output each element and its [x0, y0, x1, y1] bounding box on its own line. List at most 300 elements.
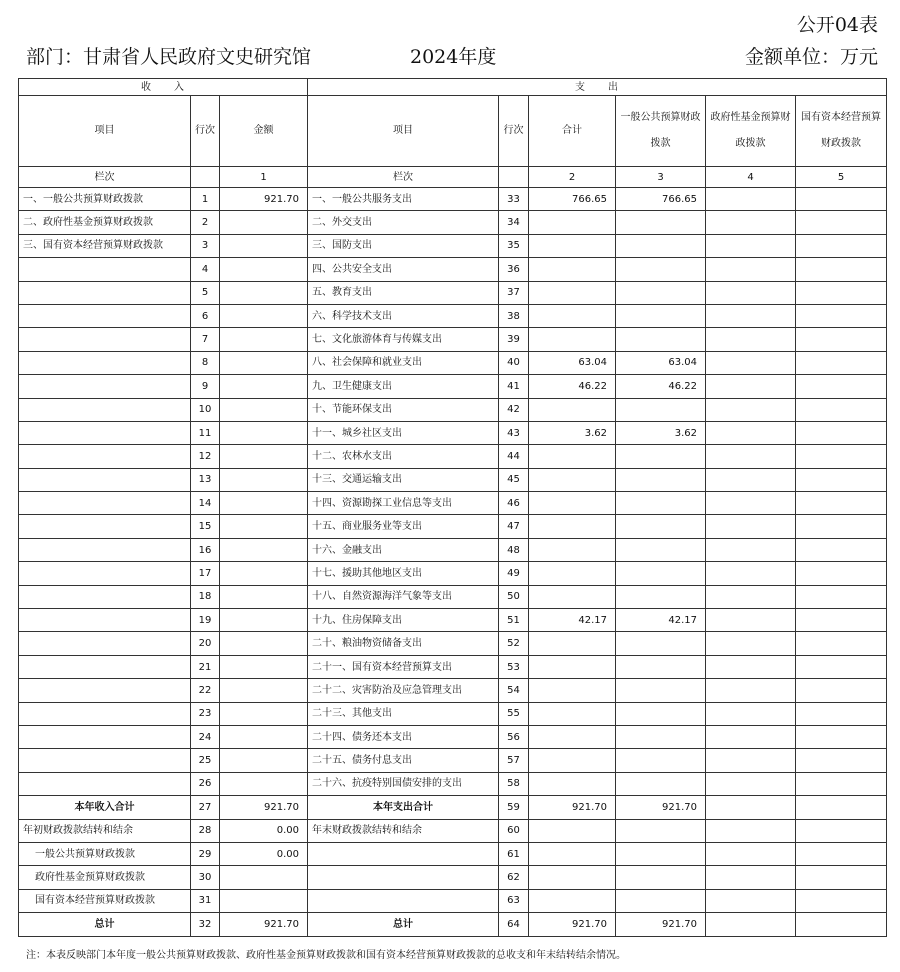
state-capital-cell	[796, 842, 887, 865]
income-amount-cell	[220, 234, 308, 257]
section-header-row	[19, 79, 887, 96]
general-budget-cell	[616, 889, 706, 912]
expense-index-2: 2	[529, 167, 616, 188]
state-capital-cell	[796, 725, 887, 748]
income-item-cell: 三、国有资本经营预算财政拨款	[19, 234, 191, 257]
gov-fund-cell	[706, 866, 796, 889]
income-item-cell	[19, 609, 191, 632]
expense-total-cell	[529, 842, 616, 865]
column-index-row	[19, 167, 887, 188]
expense-line-cell: 34	[499, 211, 529, 234]
state-capital-cell	[796, 492, 887, 515]
income-item-cell: 本年收入合计	[19, 796, 191, 819]
table-row	[19, 655, 887, 678]
expense-line-cell: 33	[499, 188, 529, 211]
gov-fund-cell	[706, 772, 796, 795]
income-amount-cell	[220, 772, 308, 795]
income-amount-cell	[220, 725, 308, 748]
income-line-cell: 28	[191, 819, 220, 842]
general-budget-cell	[616, 538, 706, 561]
general-budget-cell: 921.70	[616, 796, 706, 819]
expense-item-cell: 六、科学技术支出	[308, 304, 499, 327]
expense-total-header: 合计	[529, 96, 616, 167]
table-row	[19, 234, 887, 257]
income-line-cell: 12	[191, 445, 220, 468]
income-line-cell: 29	[191, 842, 220, 865]
general-budget-cell: 921.70	[616, 913, 706, 936]
income-amount-cell: 0.00	[220, 842, 308, 865]
income-line-cell: 11	[191, 421, 220, 444]
table-row	[19, 351, 887, 374]
expense-line-cell: 55	[499, 702, 529, 725]
expense-item-cell: 二、外交支出	[308, 211, 499, 234]
gov-fund-cell	[706, 702, 796, 725]
income-amount-cell: 0.00	[220, 819, 308, 842]
expense-item-cell: 五、教育支出	[308, 281, 499, 304]
table-row	[19, 375, 887, 398]
gov-fund-cell	[706, 258, 796, 281]
income-line-cell: 5	[191, 281, 220, 304]
state-capital-cell	[796, 421, 887, 444]
state-capital-cell	[796, 679, 887, 702]
gov-fund-cell	[706, 234, 796, 257]
expense-line-cell: 42	[499, 398, 529, 421]
fiscal-year: 2024年度	[410, 46, 497, 68]
income-item-cell	[19, 562, 191, 585]
table-row	[19, 913, 887, 936]
income-line-cell: 10	[191, 398, 220, 421]
table-row	[19, 304, 887, 327]
expense-item-cell: 年末财政拨款结转和结余	[308, 819, 499, 842]
income-item-cell	[19, 515, 191, 538]
income-item-cell	[19, 421, 191, 444]
gov-fund-cell	[706, 492, 796, 515]
expense-total-cell	[529, 538, 616, 561]
income-item-cell	[19, 328, 191, 351]
gov-fund-cell	[706, 725, 796, 748]
state-capital-cell	[796, 351, 887, 374]
expense-item-cell: 二十四、债务还本支出	[308, 725, 499, 748]
gov-fund-header: 政府性基金预算财政拨款	[706, 96, 796, 167]
expense-item-cell: 十一、城乡社区支出	[308, 421, 499, 444]
expense-item-cell: 八、社会保障和就业支出	[308, 351, 499, 374]
expense-total-cell: 46.22	[529, 375, 616, 398]
state-capital-cell	[796, 281, 887, 304]
table-row	[19, 702, 887, 725]
state-capital-cell	[796, 796, 887, 819]
income-item-cell	[19, 445, 191, 468]
income-line-cell: 4	[191, 258, 220, 281]
income-item-cell: 国有资本经营预算财政拨款	[19, 889, 191, 912]
expense-line-cell: 37	[499, 281, 529, 304]
table-row	[19, 609, 887, 632]
gov-fund-cell	[706, 328, 796, 351]
general-budget-header: 一般公共预算财政拨款	[616, 96, 706, 167]
expense-total-cell	[529, 725, 616, 748]
income-line-cell: 17	[191, 562, 220, 585]
income-amount-cell	[220, 445, 308, 468]
income-amount-cell	[220, 515, 308, 538]
income-line-cell: 15	[191, 515, 220, 538]
expense-item-cell: 一、一般公共服务支出	[308, 188, 499, 211]
state-capital-cell	[796, 538, 887, 561]
general-budget-cell	[616, 234, 706, 257]
expense-item-cell: 三、国防支出	[308, 234, 499, 257]
table-row	[19, 585, 887, 608]
income-amount-header: 金额	[220, 96, 308, 167]
general-budget-cell	[616, 725, 706, 748]
state-capital-cell	[796, 562, 887, 585]
income-amount-cell	[220, 538, 308, 561]
gov-fund-cell	[706, 538, 796, 561]
income-amount-cell: 921.70	[220, 796, 308, 819]
gov-fund-cell	[706, 211, 796, 234]
income-line-cell: 8	[191, 351, 220, 374]
income-item-header: 项目	[19, 96, 191, 167]
expense-index-label: 栏次	[308, 167, 499, 188]
expense-total-cell	[529, 515, 616, 538]
state-capital-cell	[796, 304, 887, 327]
income-amount-cell	[220, 468, 308, 491]
expense-total-cell	[529, 562, 616, 585]
income-line-cell: 3	[191, 234, 220, 257]
table-row	[19, 679, 887, 702]
expense-line-cell: 54	[499, 679, 529, 702]
expense-total-cell	[529, 234, 616, 257]
expense-item-cell: 本年支出合计	[308, 796, 499, 819]
expense-total-cell	[529, 304, 616, 327]
gov-fund-cell	[706, 749, 796, 772]
income-amount-cell	[220, 211, 308, 234]
expense-line-cell: 43	[499, 421, 529, 444]
income-item-cell	[19, 398, 191, 421]
general-budget-cell: 3.62	[616, 421, 706, 444]
income-item-cell: 二、政府性基金预算财政拨款	[19, 211, 191, 234]
income-line-cell: 25	[191, 749, 220, 772]
income-line-cell: 7	[191, 328, 220, 351]
expense-line-cell: 41	[499, 375, 529, 398]
income-line-cell: 23	[191, 702, 220, 725]
income-amount-cell	[220, 281, 308, 304]
state-capital-cell	[796, 445, 887, 468]
state-capital-cell	[796, 468, 887, 491]
income-line-cell: 27	[191, 796, 220, 819]
income-line-cell: 1	[191, 188, 220, 211]
income-line-cell: 32	[191, 913, 220, 936]
general-budget-cell	[616, 562, 706, 585]
expense-line-cell: 35	[499, 234, 529, 257]
table-row	[19, 772, 887, 795]
table-row	[19, 725, 887, 748]
state-capital-cell	[796, 211, 887, 234]
expense-item-cell: 九、卫生健康支出	[308, 375, 499, 398]
expense-index-blank	[499, 167, 529, 188]
income-line-cell: 19	[191, 609, 220, 632]
expense-total-cell	[529, 772, 616, 795]
gov-fund-cell	[706, 304, 796, 327]
income-line-cell: 30	[191, 866, 220, 889]
expense-item-cell: 二十三、其他支出	[308, 702, 499, 725]
state-capital-cell	[796, 749, 887, 772]
income-amount-cell	[220, 562, 308, 585]
state-capital-header: 国有资本经营预算财政拨款	[796, 96, 887, 167]
gov-fund-cell	[706, 889, 796, 912]
expense-item-cell: 十二、农林水支出	[308, 445, 499, 468]
gov-fund-cell	[706, 188, 796, 211]
state-capital-cell	[796, 866, 887, 889]
income-amount-cell: 921.70	[220, 188, 308, 211]
expense-line-cell: 58	[499, 772, 529, 795]
income-amount-cell	[220, 749, 308, 772]
expense-item-cell: 十五、商业服务业等支出	[308, 515, 499, 538]
expense-line-cell: 39	[499, 328, 529, 351]
expense-item-cell: 十四、资源勘探工业信息等支出	[308, 492, 499, 515]
general-budget-cell	[616, 515, 706, 538]
income-amount-cell	[220, 866, 308, 889]
general-budget-cell	[616, 281, 706, 304]
state-capital-cell	[796, 632, 887, 655]
income-item-cell: 总计	[19, 913, 191, 936]
state-capital-cell	[796, 515, 887, 538]
general-budget-cell	[616, 819, 706, 842]
income-amount-cell	[220, 889, 308, 912]
expense-line-cell: 51	[499, 609, 529, 632]
income-line-cell: 6	[191, 304, 220, 327]
expense-total-cell	[529, 211, 616, 234]
state-capital-cell	[796, 258, 887, 281]
expense-total-cell: 921.70	[529, 796, 616, 819]
general-budget-cell	[616, 772, 706, 795]
form-code: 公开04表	[796, 14, 878, 36]
expense-item-header: 项目	[308, 96, 499, 167]
income-item-cell	[19, 538, 191, 561]
general-budget-cell: 63.04	[616, 351, 706, 374]
general-budget-cell	[616, 328, 706, 351]
gov-fund-cell	[706, 421, 796, 444]
table-row	[19, 445, 887, 468]
expense-line-cell: 57	[499, 749, 529, 772]
gov-fund-cell	[706, 819, 796, 842]
income-amount-cell	[220, 375, 308, 398]
expense-item-cell: 二十一、国有资本经营预算支出	[308, 655, 499, 678]
expense-line-cell: 47	[499, 515, 529, 538]
expense-total-cell	[529, 702, 616, 725]
income-amount-cell	[220, 351, 308, 374]
general-budget-cell	[616, 749, 706, 772]
income-amount-cell	[220, 609, 308, 632]
expense-line-cell: 64	[499, 913, 529, 936]
table-row	[19, 866, 887, 889]
table-row	[19, 211, 887, 234]
income-amount-cell	[220, 328, 308, 351]
income-amount-cell	[220, 585, 308, 608]
income-index-blank	[191, 167, 220, 188]
table-row	[19, 889, 887, 912]
income-item-cell	[19, 679, 191, 702]
table-row	[19, 281, 887, 304]
income-amount-cell	[220, 304, 308, 327]
state-capital-cell	[796, 819, 887, 842]
expense-line-header: 行次	[499, 96, 529, 167]
general-budget-cell	[616, 679, 706, 702]
expense-total-cell	[529, 445, 616, 468]
table-row	[19, 538, 887, 561]
income-line-cell: 31	[191, 889, 220, 912]
table-row	[19, 842, 887, 865]
income-line-cell: 13	[191, 468, 220, 491]
gov-fund-cell	[706, 913, 796, 936]
expense-line-cell: 63	[499, 889, 529, 912]
expense-section-header: 支 出	[308, 79, 887, 96]
expense-total-cell	[529, 328, 616, 351]
gov-fund-cell	[706, 679, 796, 702]
expense-total-cell: 921.70	[529, 913, 616, 936]
income-item-cell	[19, 375, 191, 398]
income-line-cell: 16	[191, 538, 220, 561]
general-budget-cell: 766.65	[616, 188, 706, 211]
expense-total-cell	[529, 281, 616, 304]
expense-total-cell	[529, 632, 616, 655]
table-row	[19, 421, 887, 444]
expense-line-cell: 62	[499, 866, 529, 889]
gov-fund-cell	[706, 585, 796, 608]
column-header-row	[19, 96, 887, 167]
general-budget-cell	[616, 632, 706, 655]
expense-line-cell: 56	[499, 725, 529, 748]
income-item-cell	[19, 468, 191, 491]
income-item-cell	[19, 492, 191, 515]
expense-total-cell: 42.17	[529, 609, 616, 632]
income-line-cell: 21	[191, 655, 220, 678]
table-row	[19, 819, 887, 842]
general-budget-cell	[616, 866, 706, 889]
income-amount-cell	[220, 632, 308, 655]
income-line-cell: 2	[191, 211, 220, 234]
expense-line-cell: 52	[499, 632, 529, 655]
income-amount-cell: 921.70	[220, 913, 308, 936]
income-line-cell: 26	[191, 772, 220, 795]
expense-item-cell: 十八、自然资源海洋气象等支出	[308, 585, 499, 608]
general-budget-cell: 46.22	[616, 375, 706, 398]
income-amount-cell	[220, 702, 308, 725]
table-row	[19, 328, 887, 351]
expense-total-cell	[529, 866, 616, 889]
general-budget-cell	[616, 468, 706, 491]
state-capital-cell	[796, 655, 887, 678]
state-capital-cell	[796, 375, 887, 398]
income-item-cell	[19, 304, 191, 327]
income-item-cell: 一、一般公共预算财政拨款	[19, 188, 191, 211]
expense-index-4: 4	[706, 167, 796, 188]
general-budget-cell	[616, 445, 706, 468]
expense-total-cell	[529, 889, 616, 912]
department-label: 部门：甘肃省人民政府文史研究馆	[26, 46, 312, 68]
gov-fund-cell	[706, 515, 796, 538]
income-item-cell	[19, 655, 191, 678]
income-item-cell: 一般公共预算财政拨款	[19, 842, 191, 865]
income-amount-cell	[220, 421, 308, 444]
table-row	[19, 468, 887, 491]
expense-item-cell: 二十五、债务付息支出	[308, 749, 499, 772]
general-budget-cell	[616, 398, 706, 421]
expense-line-cell: 36	[499, 258, 529, 281]
expense-total-cell	[529, 679, 616, 702]
expense-total-cell	[529, 398, 616, 421]
expense-index-3: 3	[616, 167, 706, 188]
expense-total-cell: 766.65	[529, 188, 616, 211]
general-budget-cell: 42.17	[616, 609, 706, 632]
table-row	[19, 796, 887, 819]
expense-total-cell	[529, 585, 616, 608]
table-row	[19, 188, 887, 211]
income-item-cell	[19, 749, 191, 772]
expense-total-cell	[529, 655, 616, 678]
expense-line-cell: 45	[499, 468, 529, 491]
income-line-cell: 22	[191, 679, 220, 702]
gov-fund-cell	[706, 468, 796, 491]
income-amount-cell	[220, 492, 308, 515]
income-line-cell: 18	[191, 585, 220, 608]
income-line-cell: 20	[191, 632, 220, 655]
expense-total-cell	[529, 492, 616, 515]
general-budget-cell	[616, 211, 706, 234]
table-row	[19, 398, 887, 421]
expense-total-cell	[529, 819, 616, 842]
expense-total-cell: 3.62	[529, 421, 616, 444]
gov-fund-cell	[706, 609, 796, 632]
income-amount-cell	[220, 655, 308, 678]
state-capital-cell	[796, 889, 887, 912]
expense-item-cell: 十九、住房保障支出	[308, 609, 499, 632]
expense-line-cell: 53	[499, 655, 529, 678]
expense-total-cell: 63.04	[529, 351, 616, 374]
income-line-cell: 14	[191, 492, 220, 515]
table-note: 注：本表反映部门本年度一般公共预算财政拨款、政府性基金预算财政拨款和国有资本经营预算财政拨款的总收支和年末结转结余情况。	[26, 950, 626, 961]
state-capital-cell	[796, 585, 887, 608]
expense-item-cell: 七、文化旅游体育与传媒支出	[308, 328, 499, 351]
expense-line-cell: 38	[499, 304, 529, 327]
expense-line-cell: 60	[499, 819, 529, 842]
expense-line-cell: 61	[499, 842, 529, 865]
gov-fund-cell	[706, 655, 796, 678]
gov-fund-cell	[706, 632, 796, 655]
gov-fund-cell	[706, 562, 796, 585]
expense-item-cell: 十三、交通运输支出	[308, 468, 499, 491]
expense-line-cell: 44	[499, 445, 529, 468]
income-item-cell	[19, 281, 191, 304]
table-row	[19, 562, 887, 585]
expense-item-cell: 十七、援助其他地区支出	[308, 562, 499, 585]
table-row	[19, 515, 887, 538]
expense-line-cell: 40	[499, 351, 529, 374]
income-amount-cell	[220, 679, 308, 702]
income-index-1: 1	[220, 167, 308, 188]
gov-fund-cell	[706, 398, 796, 421]
gov-fund-cell	[706, 281, 796, 304]
general-budget-cell	[616, 702, 706, 725]
income-line-cell: 9	[191, 375, 220, 398]
expense-item-cell: 四、公共安全支出	[308, 258, 499, 281]
gov-fund-cell	[706, 842, 796, 865]
income-line-cell: 24	[191, 725, 220, 748]
state-capital-cell	[796, 609, 887, 632]
income-item-cell	[19, 702, 191, 725]
state-capital-cell	[796, 772, 887, 795]
expense-item-cell	[308, 842, 499, 865]
income-item-cell	[19, 725, 191, 748]
income-item-cell: 政府性基金预算财政拨款	[19, 866, 191, 889]
income-item-cell	[19, 632, 191, 655]
